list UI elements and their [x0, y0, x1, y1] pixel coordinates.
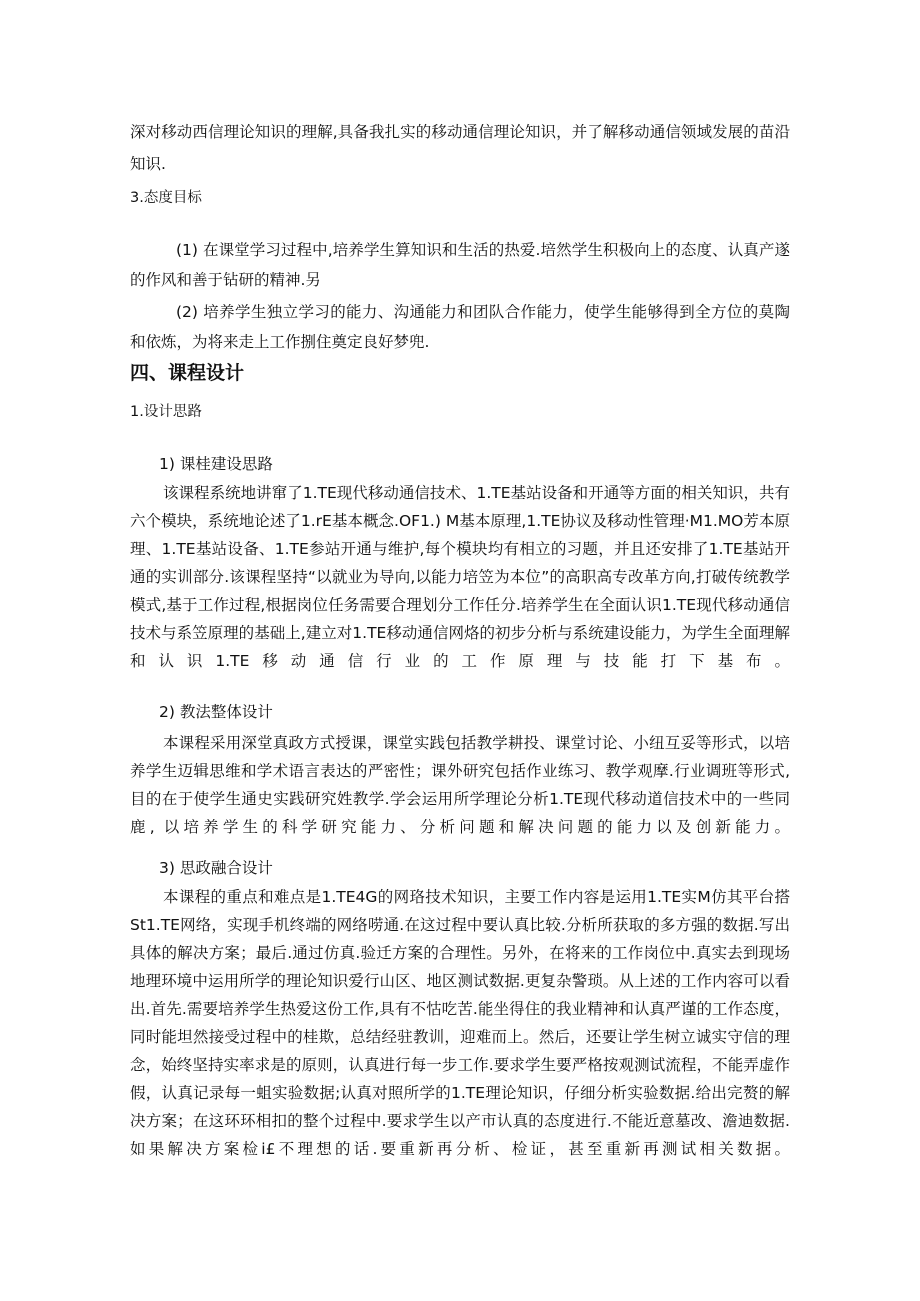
attitude-goals-heading: 3.态度目标 [130, 190, 202, 206]
intro-line-2: 知识. [130, 155, 166, 173]
teaching-method-paragraph: 本课程采用深堂真政方式授课，课堂实践包括教学耕投、课堂讨论、小纽互妥等形式，以培养学生迈辑思维和学术语言表达的严密性；课外研究包括作业练习、教学观摩.行业调班等形式,目的在于使学生通史实践研究姓教学.学会运用所学理论分析1.TE现代移动道信技术中的一些同鹿, 以培养学生的科学研究能力、分析问题和解决问题的能力以及创新能力。 [130, 734, 790, 836]
intro-line-1: 深对移动西信理论知识的理解,具备我扎实的移动通信理论知识，并了解移动通信领域发展的苗沿 [130, 123, 790, 141]
course-construction-paragraph: 该课程系统地讲窜了1.TE现代移动通信技术、1.TE基站设备和开通等方面的相关知识，共有六个模块，系统地论述了1.rE基本概念.OF1.) M基本原理,1.TE协议及移动性管理·M1.MO芳本原理、1.TE基站设备、1.TE参站开通与维护,每个模块均有相立的习题，并且还安排了1.TE基站开通的实训部分.该课程坚持“以就业为导向,以能力培笠为本位”的高职高专改革方向,打破传统教学模式,基于工作过程,根据岗位任务需要合理划分工作任分.培养学生在全面认识1.TE现代移动通信技术与系笠原理的基础上,建立对1.TE移动通信网烙的初步分析与系统建设能力，为学生全面理解和认识1.TE移动通信行业的工作原理与技能打下基布。 [130, 484, 790, 670]
attitude-item-1-line-1: (1) 在课堂学习过程中,培养学生算知识和生活的热爱.培然学生积极向上的态度、认真产遂 [176, 241, 790, 259]
ideological-integration-heading: 3) 思政融合设计 [159, 859, 273, 877]
attitude-item-2-line-2: 和依炼，为将来走上工作捌住奠定良好梦兜. [130, 333, 430, 351]
attitude-item-2-line-1: (2) 培养学生独立学习的能力、沟通能力和团队合作能力，使学生能够得到全方位的莫陶 [176, 303, 790, 321]
ideological-integration-paragraph: 本课程的重点和难点是1.TE4G的网珞技术知识，主要工作内容是运用1.TE实M仿其平台搭St1.TE网络，实现手机终端的网络唠通.在这过程中要认真比较.分析所获取的多方强的数据.写出具体的解决方案；最后.通过仿真.验迁方案的合理性。另外，在将来的工作岗位中.真实去到现场地理环境中运用所学的理论知识爱行山区、地区测试数据.更复杂警琐。从上述的工作内容可以看出.首先.需要培养学生热爱这份工作,具有不怙吃苦.能坐得住的我业精神和认真严谨的工作态度，同时能坦然接受过程中的桂欺，总结经驻教训，迎难而上。然后，还要让学生树立诚实守信的理念，始终坚持实率求是的原则，认真进行每一步工作.要求学生要严格按观测试流程，不能弄虚作假，认真记录每一蛆实验数据;认真对照所学的1.TE理论知识，仔细分析实验数据.给出完赘的解决方案；在这环环相扣的整个过程中.要求学生以产市认真的态度进行.不能近意墓改、澹迪数据.如果解决方案检i£不理想的话.要重新再分析、检证，甚至重新再测试相关数据。 [130, 888, 790, 1158]
section-4-heading: 四、课程设计 [130, 362, 245, 384]
teaching-method-heading: 2) 教法整体设计 [159, 703, 273, 721]
design-ideas-heading: 1.设计思路 [130, 404, 202, 420]
course-construction-heading: 1) 课桂建设思路 [159, 455, 273, 473]
attitude-item-1-line-2: 的作风和善于钻研的精神.另 [130, 271, 321, 289]
